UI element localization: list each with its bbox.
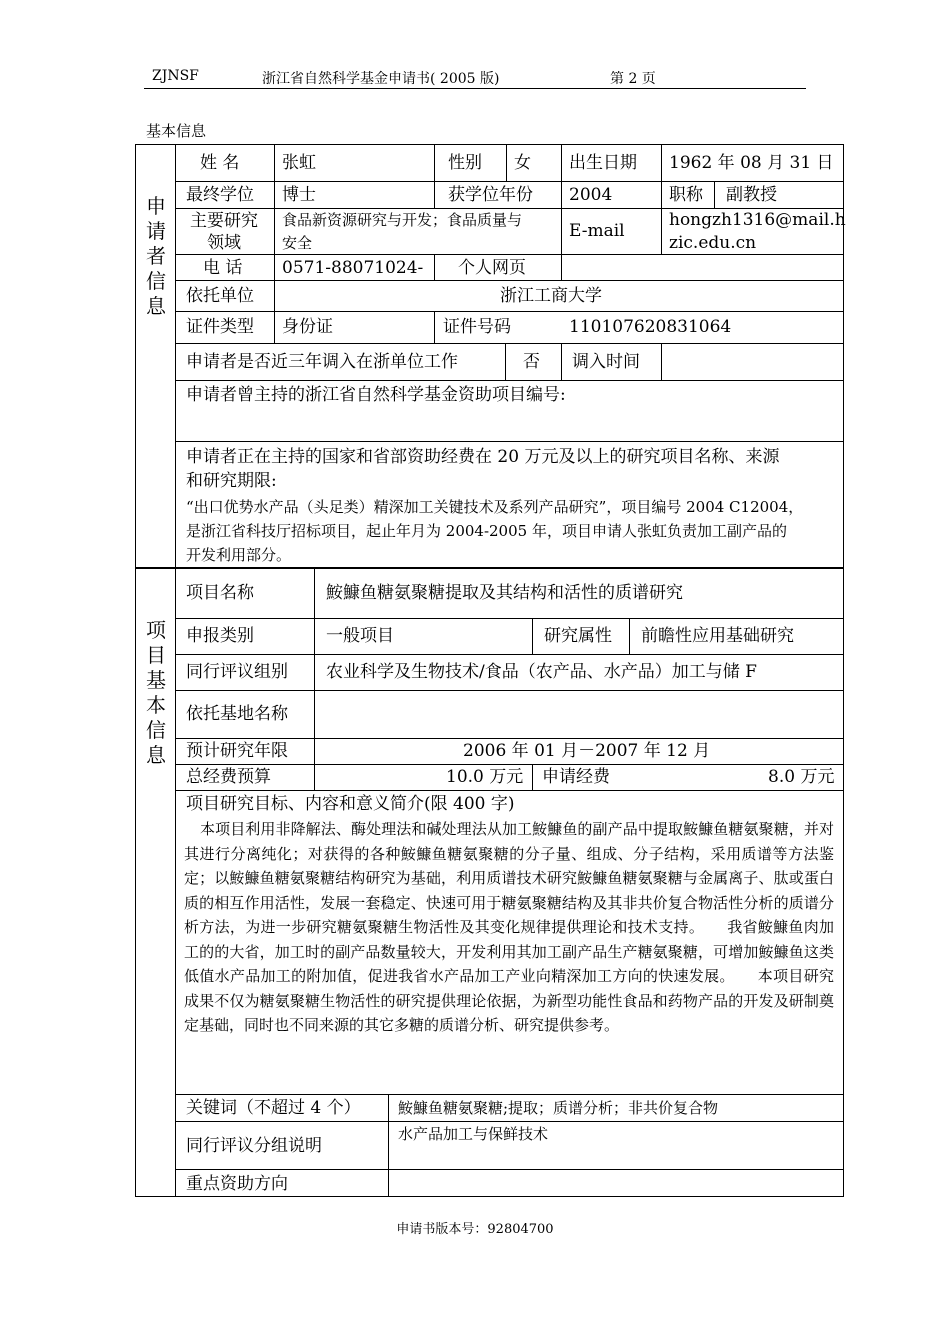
phone-label: 电 话 <box>203 258 243 278</box>
grid-line <box>175 254 844 255</box>
phone-value: 0571-88071024- <box>282 258 424 278</box>
project-side-label: 项目基本信息 <box>146 618 166 767</box>
grid-line <box>314 568 315 790</box>
grid-line <box>175 790 844 791</box>
keywords-label: 关键词（不超过 4 个） <box>186 1098 361 1118</box>
id-no-label: 证件号码 <box>443 317 511 337</box>
email-label: E-mail <box>569 221 625 241</box>
grid-line <box>274 144 275 343</box>
title-value: 副教授 <box>726 185 777 205</box>
grid-line <box>175 618 844 619</box>
id-no-value: 110107620831064 <box>569 317 732 337</box>
degree-value: 博士 <box>282 185 316 205</box>
project-side-divider <box>175 568 176 1197</box>
category-label: 申报类别 <box>186 626 254 646</box>
degree-year-value: 2004 <box>569 185 613 205</box>
grid-line <box>532 618 533 654</box>
review-note-value: 水产品加工与保鲜技术 <box>398 1125 549 1143</box>
grid-line <box>506 144 507 181</box>
category-value: 一般项目 <box>326 626 394 646</box>
gender-value: 女 <box>514 153 531 173</box>
project-name-label: 项目名称 <box>186 583 254 603</box>
review-group-value: 农业科学及生物技术/食品（农产品、水产品）加工与储 F <box>326 662 757 682</box>
summary-text: 本项目利用非降解法、酶处理法和碱处理法从加工鮟鱇鱼的副产品中提取鮟鱇鱼糖氨聚糖，并对其进行分离纯化；对获得的各种鮟鱇鱼糖氨聚糖的分子量、组成、分子结构，采用质谱等方法鉴定；以鮟鱇鱼糖氨聚糖结构研究为基础，利用质谱技术研究鮟鱇鱼糖氨聚糖与金属离子、肽或蛋白质的相互作用活性，发展一套稳定、快速可用于糖氨聚糖结构及其非共价复合物活性分析的质谱分析方法，为进一步研究糖氨聚糖生物活性及其变化规律提供理论和技术支持。 我省鮟鱇鱼肉加工的的大省，加工时的副产品数量较大，开发利用其加工副产品生产糖氨聚糖，可增加鮟鱇鱼这类低值水产品加工的附加值，促进我省水产品加工产业向精深加工方向的快速发展。 本项目研究成果不仅为糖氨聚糖生物活性的研究提供理论依据，为新型功能性食品和药物产品的开发及研制奠定基础，同时也不同来源的其它多糖的质谱分析、研究提供参考。 <box>184 820 834 1034</box>
grid-line <box>175 441 844 442</box>
dob-label: 出生日期 <box>569 153 637 173</box>
dob-value: 1962 年 08 月 31 日 <box>669 153 834 173</box>
grid-line <box>175 311 844 312</box>
research-label-1: 主要研究 <box>190 211 258 231</box>
grid-line <box>175 380 844 381</box>
section-title: 基本信息 <box>146 122 207 140</box>
grid-line <box>175 343 844 344</box>
grid-line <box>505 343 506 380</box>
grid-line <box>561 343 562 380</box>
current-projects-line-3: 开发利用部分。 <box>186 546 292 564</box>
id-type-label: 证件类型 <box>186 317 254 337</box>
unit-label: 依托单位 <box>186 286 254 306</box>
name-label: 姓 名 <box>200 153 240 173</box>
current-projects-line-1: “出口优势水产品（头足类）精深加工关键技术及系列产品研究”，项目编号 2004 C12004， <box>186 498 804 516</box>
homepage-label: 个人网页 <box>458 258 526 278</box>
header-doc-title: 浙江省自然科学基金申请书( 2005 版) <box>262 71 500 87</box>
total-budget-value: 10.0 万元 <box>446 767 524 787</box>
duration-label: 预计研究年限 <box>186 741 288 761</box>
project-name-value: 鮟鱇鱼糖氨聚糖提取及其结构和活性的质谱研究 <box>326 583 683 603</box>
header-page: 第 2 页 <box>610 71 656 87</box>
grid-line <box>175 764 844 765</box>
id-type-value: 身份证 <box>282 317 333 337</box>
grid-line <box>175 690 844 691</box>
footer-version: 申请书版本号：92804700 <box>396 1222 554 1237</box>
grid-line <box>661 144 662 254</box>
email-value-1: hongzh1316@mail.h <box>669 210 846 230</box>
grid-line <box>629 618 630 654</box>
grid-line <box>532 764 533 790</box>
base-label: 依托基地名称 <box>186 704 288 724</box>
grid-line <box>175 181 844 182</box>
name-value: 张虹 <box>282 153 316 173</box>
keywords-value: 鮟鱇鱼糖氨聚糖;提取；质谱分析；非共价复合物 <box>398 1099 719 1117</box>
duration-value: 2006 年 01 月－2007 年 12 月 <box>463 741 711 761</box>
total-budget-label: 总经费预算 <box>186 767 271 787</box>
grid-line <box>175 738 844 739</box>
gender-label: 性别 <box>448 153 482 173</box>
prior-projects-label: 申请者曾主持的浙江省自然科学基金资助项目编号: <box>186 385 566 405</box>
review-note-label: 同行评议分组说明 <box>186 1136 322 1156</box>
grid-line <box>561 144 562 280</box>
applicant-side-label: 申请者信息 <box>146 194 166 318</box>
grid-line <box>434 254 435 280</box>
grid-line <box>661 343 662 380</box>
grid-line <box>388 1094 389 1197</box>
attribute-value: 前瞻性应用基础研究 <box>641 626 794 646</box>
summary-label: 项目研究目标、内容和意义简介(限 400 字) <box>186 794 515 814</box>
grid-line <box>175 280 844 281</box>
requested-value: 8.0 万元 <box>768 767 835 787</box>
transfer-question: 申请者是否近三年调入在浙单位工作 <box>186 352 458 372</box>
transfer-answer: 否 <box>523 352 540 372</box>
research-value-2: 安全 <box>282 234 313 252</box>
grid-line <box>175 1169 844 1170</box>
degree-label: 最终学位 <box>186 185 254 205</box>
header-code: ZJNSF <box>152 68 199 84</box>
title-label: 职称 <box>669 185 703 205</box>
grid-line <box>434 311 435 343</box>
grid-line <box>175 1094 844 1095</box>
current-projects-line-2: 是浙江省科技厅招标项目，起止年月为 2004-2005 年，项目申请人张虹负责加工副产品的 <box>186 522 787 540</box>
degree-year-label: 获学位年份 <box>448 185 533 205</box>
grid-line <box>714 181 715 208</box>
unit-value: 浙江工商大学 <box>500 286 602 306</box>
transfer-time-label: 调入时间 <box>572 352 640 372</box>
attribute-label: 研究属性 <box>544 626 612 646</box>
review-group-label: 同行评议组别 <box>186 662 288 682</box>
grid-line <box>175 654 844 655</box>
current-projects-label-1: 申请者正在主持的国家和省部资助经费在 20 万元及以上的研究项目名称、来源 <box>186 447 780 467</box>
grid-line <box>434 144 435 208</box>
research-label-2: 领域 <box>207 233 241 253</box>
research-value-1: 食品新资源研究与开发；食品质量与 <box>282 211 523 229</box>
current-projects-label-2: 和研究期限: <box>186 471 277 491</box>
requested-label: 申请经费 <box>542 767 610 787</box>
header-rule <box>144 88 806 89</box>
email-value-2: zic.edu.cn <box>669 233 757 253</box>
focus-label: 重点资助方向 <box>186 1174 288 1194</box>
